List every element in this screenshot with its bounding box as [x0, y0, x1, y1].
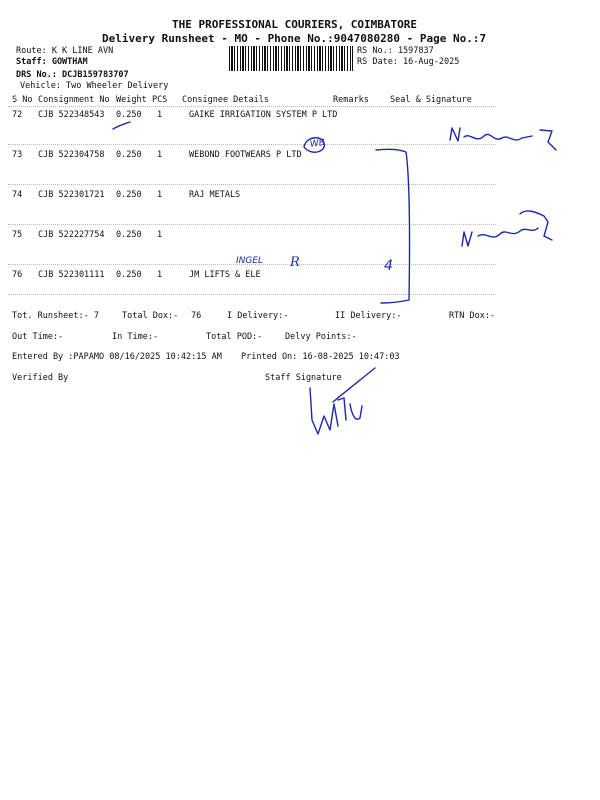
- row73-stamp-circle: [304, 138, 324, 152]
- col-remarks: Remarks: [333, 95, 369, 105]
- staff-label: Staff: GOWTHAM: [16, 57, 88, 67]
- total-pod: Total POD:-: [206, 332, 263, 342]
- row-pcs: 1: [157, 190, 163, 200]
- row75-signature: [462, 211, 552, 246]
- in-time: In Time:-: [112, 332, 159, 342]
- row-consignee: JM LIFTS & ELE: [189, 270, 261, 280]
- col-weight: Weight: [116, 95, 147, 105]
- out-time: Out Time:-: [12, 332, 64, 342]
- rtn-dox: RTN Dox:-: [449, 311, 496, 321]
- row-pcs: 1: [157, 270, 163, 280]
- col-sno: S No: [12, 95, 33, 105]
- ii-delivery: II Delivery:-: [335, 311, 402, 321]
- vehicle-label: Vehicle: Two Wheeler Delivery: [20, 81, 169, 91]
- col-consignment: Consignment No: [38, 95, 110, 105]
- bracket-number-mark: 4: [384, 258, 393, 274]
- row-pcs: 1: [157, 110, 163, 120]
- row-consignment: CJB 522301721: [38, 190, 105, 200]
- route-label: Route: K K LINE AVN: [16, 46, 114, 56]
- row-weight: 0.250: [116, 190, 142, 200]
- row-consignee: RAJ METALS: [189, 190, 241, 200]
- col-seal: Seal & Signature: [390, 95, 472, 105]
- row-sno: 73: [12, 150, 23, 160]
- row-consignee: GAIKE IRRIGATION SYSTEM P LTD: [189, 110, 338, 120]
- col-consignee: Consignee Details: [182, 95, 269, 105]
- row-sno: 74: [12, 190, 23, 200]
- row-pcs: 1: [157, 230, 163, 240]
- staff-signature: [310, 368, 375, 434]
- total-dox-label: Total Dox:-: [122, 311, 179, 321]
- row73-stamp-note: WB: [309, 137, 326, 151]
- row-consignment: CJB 522301111: [38, 270, 105, 280]
- company-title: THE PROFESSIONAL COURIERS, COIMBATORE: [172, 18, 418, 31]
- entered-by: Entered By :PAPAMO 08/16/2025 10:42:15 AM: [12, 352, 222, 362]
- rs-date: RS Date: 16-Aug-2025: [357, 57, 460, 67]
- row-pcs: 1: [157, 150, 163, 160]
- verified-by: Verified By: [12, 373, 69, 383]
- row-weight: 0.250: [116, 150, 142, 160]
- row-sno: 75: [12, 230, 23, 240]
- row-consignment: CJB 522348543: [38, 110, 105, 120]
- row-weight: 0.250: [116, 110, 142, 120]
- row-weight: 0.250: [116, 230, 142, 240]
- delvy-points: Delvy Points:-: [285, 332, 357, 342]
- printed-on: Printed On: 16-08-2025 10:47:03: [241, 352, 400, 362]
- drs-number: DRS No.: DCJB159783707: [16, 70, 129, 80]
- row-consignment: CJB 522227754: [38, 230, 105, 240]
- total-runsheet: Tot. Runsheet:- 7: [12, 311, 99, 321]
- row72-signature: [450, 128, 556, 150]
- row72-tick-mark: [113, 122, 130, 129]
- total-dox-value: 76: [191, 311, 202, 321]
- row-sno: 76: [12, 270, 23, 280]
- runsheet-subtitle: Delivery Runsheet - MO - Phone No.:9047080280 - Page No.:7: [102, 32, 487, 45]
- row-consignment: CJB 522304758: [38, 150, 105, 160]
- staff-signature-label: Staff Signature: [265, 373, 342, 383]
- bracket-mark: [376, 149, 410, 303]
- rs-number: RS No.: 1597837: [357, 46, 434, 56]
- row76-handwritten-mark: R: [290, 255, 300, 270]
- row76-handwritten-note: INGEL: [236, 256, 264, 266]
- row-consignee: WEBOND FOOTWEARS P LTD: [189, 150, 302, 160]
- col-pcs: PCS: [152, 95, 168, 105]
- i-delivery: I Delivery:-: [227, 311, 289, 321]
- row-sno: 72: [12, 110, 23, 120]
- row-weight: 0.250: [116, 270, 142, 280]
